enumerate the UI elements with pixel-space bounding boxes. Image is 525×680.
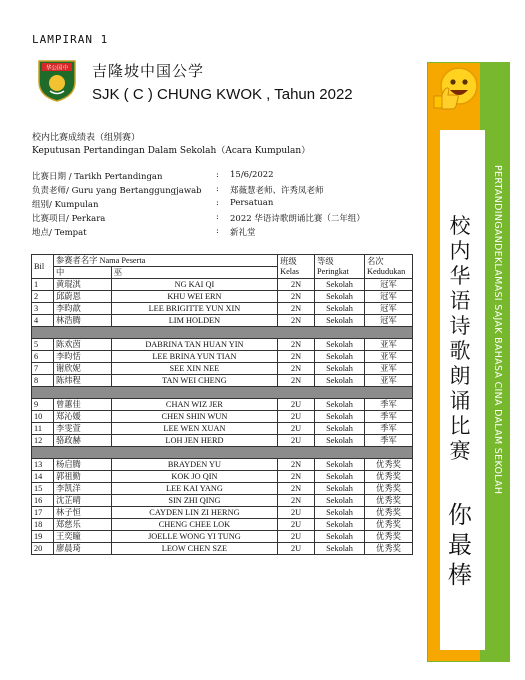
row-level: Sekolah bbox=[315, 303, 365, 315]
row-class: 2N bbox=[278, 279, 315, 291]
group-separator bbox=[32, 387, 413, 399]
row-level: Sekolah bbox=[315, 507, 365, 519]
row-chinese-name: 李昀歆 bbox=[53, 303, 111, 315]
row-class: 2N bbox=[278, 291, 315, 303]
row-class: 2N bbox=[278, 303, 315, 315]
row-class: 2N bbox=[278, 471, 315, 483]
row-level: Sekolah bbox=[315, 471, 365, 483]
lampiran-label: LAMPIRAN 1 bbox=[32, 33, 109, 46]
row-malay-name: SIN ZHI QING bbox=[111, 495, 277, 507]
row-chinese-name: 林浩腾 bbox=[53, 315, 111, 327]
row-chinese-name: 廖晨琦 bbox=[53, 543, 111, 555]
row-chinese-name: 林子恒 bbox=[53, 507, 111, 519]
table-row bbox=[32, 291, 413, 303]
row-malay-name: LIM HOLDEN bbox=[111, 315, 277, 327]
row-number: 4 bbox=[32, 315, 54, 327]
row-number: 3 bbox=[32, 303, 54, 315]
row-number: 12 bbox=[32, 435, 54, 447]
header-peserta: 参赛者名字 Nama Peserta bbox=[53, 255, 277, 267]
row-level: Sekolah bbox=[315, 363, 365, 375]
row-position: 优秀奖 bbox=[364, 519, 412, 531]
row-number: 16 bbox=[32, 495, 54, 507]
row-level: Sekolah bbox=[315, 279, 365, 291]
row-chinese-name: 黄琨淇 bbox=[53, 279, 111, 291]
table-row bbox=[32, 507, 413, 519]
row-position: 冠军 bbox=[364, 303, 412, 315]
thumbs-up-smiley-icon bbox=[430, 62, 482, 114]
row-number: 11 bbox=[32, 423, 54, 435]
row-position: 季军 bbox=[364, 423, 412, 435]
row-malay-name: CAYDEN LIN ZI HERNG bbox=[111, 507, 277, 519]
row-class: 2N bbox=[278, 351, 315, 363]
header-kedudukan: 名次 Kedudukan bbox=[364, 255, 412, 279]
row-chinese-name: 郑慈乐 bbox=[53, 519, 111, 531]
table-row bbox=[32, 483, 413, 495]
info-value: 郑薇慧老师、许秀凤老师 bbox=[230, 186, 324, 196]
row-level: Sekolah bbox=[315, 519, 365, 531]
row-number: 8 bbox=[32, 375, 54, 387]
row-class: 2N bbox=[278, 459, 315, 471]
results-body bbox=[32, 279, 413, 555]
row-number: 14 bbox=[32, 471, 54, 483]
row-level: Sekolah bbox=[315, 459, 365, 471]
table-row bbox=[32, 423, 413, 435]
sidebar-praise-chinese: 你最棒 bbox=[448, 501, 472, 589]
row-chinese-name: 杨启腾 bbox=[53, 459, 111, 471]
group-separator bbox=[32, 327, 413, 339]
subtitle-chinese: 校内比赛成绩表（组别赛） bbox=[32, 133, 141, 143]
row-position: 亚军 bbox=[364, 351, 412, 363]
row-malay-name: LEE BRINA YUN TIAN bbox=[111, 351, 277, 363]
row-malay-name: KOK JO QIN bbox=[111, 471, 277, 483]
row-chinese-name: 李雯萱 bbox=[53, 423, 111, 435]
row-position: 季军 bbox=[364, 435, 412, 447]
row-malay-name: KHU WEI ERN bbox=[111, 291, 277, 303]
logo-text: 华公国中 bbox=[45, 65, 69, 72]
row-malay-name: CHAN WIZ JER bbox=[111, 399, 277, 411]
row-number: 17 bbox=[32, 507, 54, 519]
row-number: 13 bbox=[32, 459, 54, 471]
row-number: 5 bbox=[32, 339, 54, 351]
school-name-english: SJK ( C ) CHUNG KWOK , Tahun 2022 bbox=[92, 86, 353, 103]
row-position: 亚军 bbox=[364, 363, 412, 375]
row-position: 冠军 bbox=[364, 315, 412, 327]
header-zhong: 中 bbox=[53, 267, 111, 279]
header-bil: Bil bbox=[32, 255, 54, 279]
row-class: 2U bbox=[278, 531, 315, 543]
row-chinese-name: 沈芷晴 bbox=[53, 495, 111, 507]
row-level: Sekolah bbox=[315, 495, 365, 507]
school-logo-icon bbox=[36, 58, 78, 102]
table-row bbox=[32, 399, 413, 411]
table-row bbox=[32, 519, 413, 531]
row-level: Sekolah bbox=[315, 423, 365, 435]
row-malay-name: BRAYDEN YU bbox=[111, 459, 277, 471]
row-level: Sekolah bbox=[315, 543, 365, 555]
row-class: 2U bbox=[278, 543, 315, 555]
row-level: Sekolah bbox=[315, 315, 365, 327]
table-row bbox=[32, 363, 413, 375]
row-class: 2N bbox=[278, 315, 315, 327]
table-row bbox=[32, 435, 413, 447]
row-class: 2N bbox=[278, 483, 315, 495]
row-level: Sekolah bbox=[315, 411, 365, 423]
row-malay-name: LOH JEN HERD bbox=[111, 435, 277, 447]
row-position: 亚军 bbox=[364, 339, 412, 351]
row-number: 19 bbox=[32, 531, 54, 543]
info-label: 比赛日期 / Tarikh Pertandingan bbox=[32, 172, 163, 182]
row-position: 季军 bbox=[364, 411, 412, 423]
row-chinese-name: 邱蔚恩 bbox=[53, 291, 111, 303]
row-number: 2 bbox=[32, 291, 54, 303]
info-value: 新礼堂 bbox=[230, 228, 256, 238]
table-row bbox=[32, 315, 413, 327]
table-row bbox=[32, 471, 413, 483]
row-class: 2U bbox=[278, 519, 315, 531]
row-malay-name: JOELLE WONG YI TUNG bbox=[111, 531, 277, 543]
row-level: Sekolah bbox=[315, 291, 365, 303]
row-position: 优秀奖 bbox=[364, 459, 412, 471]
row-chinese-name: 郑沁媛 bbox=[53, 411, 111, 423]
row-malay-name: NG KAI QI bbox=[111, 279, 277, 291]
row-level: Sekolah bbox=[315, 483, 365, 495]
row-position: 优秀奖 bbox=[364, 531, 412, 543]
row-chinese-name: 郭祖勤 bbox=[53, 471, 111, 483]
row-class: 2N bbox=[278, 339, 315, 351]
row-level: Sekolah bbox=[315, 375, 365, 387]
row-number: 20 bbox=[32, 543, 54, 555]
row-position: 优秀奖 bbox=[364, 495, 412, 507]
table-row bbox=[32, 279, 413, 291]
row-number: 10 bbox=[32, 411, 54, 423]
row-position: 优秀奖 bbox=[364, 483, 412, 495]
info-label: 比赛项目/ Perkara bbox=[32, 214, 106, 224]
row-number: 18 bbox=[32, 519, 54, 531]
table-row bbox=[32, 339, 413, 351]
info-value: 15/6/2022 bbox=[230, 170, 274, 180]
subtitle-malay: Keputusan Pertandingan Dalam Sekolah（Acara Kumpulan） bbox=[32, 146, 311, 156]
row-number: 6 bbox=[32, 351, 54, 363]
row-malay-name: LEE WEN XUAN bbox=[111, 423, 277, 435]
row-number: 1 bbox=[32, 279, 54, 291]
row-number: 15 bbox=[32, 483, 54, 495]
info-label: 地点/ Tempat bbox=[32, 228, 87, 238]
row-chinese-name: 谢欣妮 bbox=[53, 363, 111, 375]
row-class: 2U bbox=[278, 399, 315, 411]
row-position: 亚军 bbox=[364, 375, 412, 387]
row-malay-name: LEOW CHEN SZE bbox=[111, 543, 277, 555]
row-class: 2U bbox=[278, 423, 315, 435]
header-kelas: 班级 Kelas bbox=[278, 255, 315, 279]
row-chinese-name: 李昀恬 bbox=[53, 351, 111, 363]
row-class: 2N bbox=[278, 363, 315, 375]
group-separator bbox=[32, 447, 413, 459]
row-malay-name: SEE XIN NEE bbox=[111, 363, 277, 375]
info-value: Persatuan bbox=[230, 198, 274, 208]
row-chinese-name: 陈炜程 bbox=[53, 375, 111, 387]
row-level: Sekolah bbox=[315, 531, 365, 543]
row-chinese-name: 陈欢茵 bbox=[53, 339, 111, 351]
table-row bbox=[32, 459, 413, 471]
row-number: 7 bbox=[32, 363, 54, 375]
row-position: 优秀奖 bbox=[364, 543, 412, 555]
row-malay-name: LEE KAI YANG bbox=[111, 483, 277, 495]
row-chinese-name: 曾蕙佳 bbox=[53, 399, 111, 411]
row-number: 9 bbox=[32, 399, 54, 411]
row-level: Sekolah bbox=[315, 435, 365, 447]
row-level: Sekolah bbox=[315, 339, 365, 351]
row-malay-name: LEE BRIGITTE YUN XIN bbox=[111, 303, 277, 315]
sidebar-title-chinese: 校内华语诗歌朗诵比赛 bbox=[449, 214, 471, 463]
row-malay-name: CHENG CHEE LOK bbox=[111, 519, 277, 531]
row-chinese-name: 李凯洋 bbox=[53, 483, 111, 495]
table-row bbox=[32, 543, 413, 555]
row-malay-name: DABRINA TAN HUAN YIN bbox=[111, 339, 277, 351]
row-class: 2N bbox=[278, 375, 315, 387]
header-peringkat: 等级 Peringkat bbox=[315, 255, 365, 279]
row-malay-name: TAN WEI CHENG bbox=[111, 375, 277, 387]
table-row bbox=[32, 303, 413, 315]
row-position: 冠军 bbox=[364, 291, 412, 303]
row-position: 季军 bbox=[364, 399, 412, 411]
sidebar-title-malay: PERTANDINGANDEKLAMASI SAJAK BAHASA CINA DALAM SEKOLAH bbox=[492, 165, 503, 495]
row-position: 冠军 bbox=[364, 279, 412, 291]
header-wu: 巫 bbox=[111, 267, 277, 279]
row-class: 2U bbox=[278, 435, 315, 447]
row-class: 2U bbox=[278, 507, 315, 519]
row-chinese-name: 骆政赫 bbox=[53, 435, 111, 447]
info-label: 负责老师/ Guru yang Bertanggungjawab bbox=[32, 186, 202, 196]
row-position: 优秀奖 bbox=[364, 507, 412, 519]
school-name-chinese: 吉隆坡中国公学 bbox=[92, 62, 205, 80]
row-level: Sekolah bbox=[315, 351, 365, 363]
row-class: 2N bbox=[278, 495, 315, 507]
results-table bbox=[31, 254, 413, 555]
row-chinese-name: 王奕瞳 bbox=[53, 531, 111, 543]
row-class: 2U bbox=[278, 411, 315, 423]
table-row bbox=[32, 495, 413, 507]
row-position: 优秀奖 bbox=[364, 471, 412, 483]
row-level: Sekolah bbox=[315, 399, 365, 411]
row-malay-name: CHEN SHIN WUN bbox=[111, 411, 277, 423]
table-row bbox=[32, 411, 413, 423]
table-row bbox=[32, 531, 413, 543]
info-value: 2022 华语诗歌朗诵比赛（二年组） bbox=[230, 214, 365, 224]
info-label: 组别/ Kumpulan bbox=[32, 200, 99, 210]
table-row bbox=[32, 375, 413, 387]
table-row bbox=[32, 351, 413, 363]
